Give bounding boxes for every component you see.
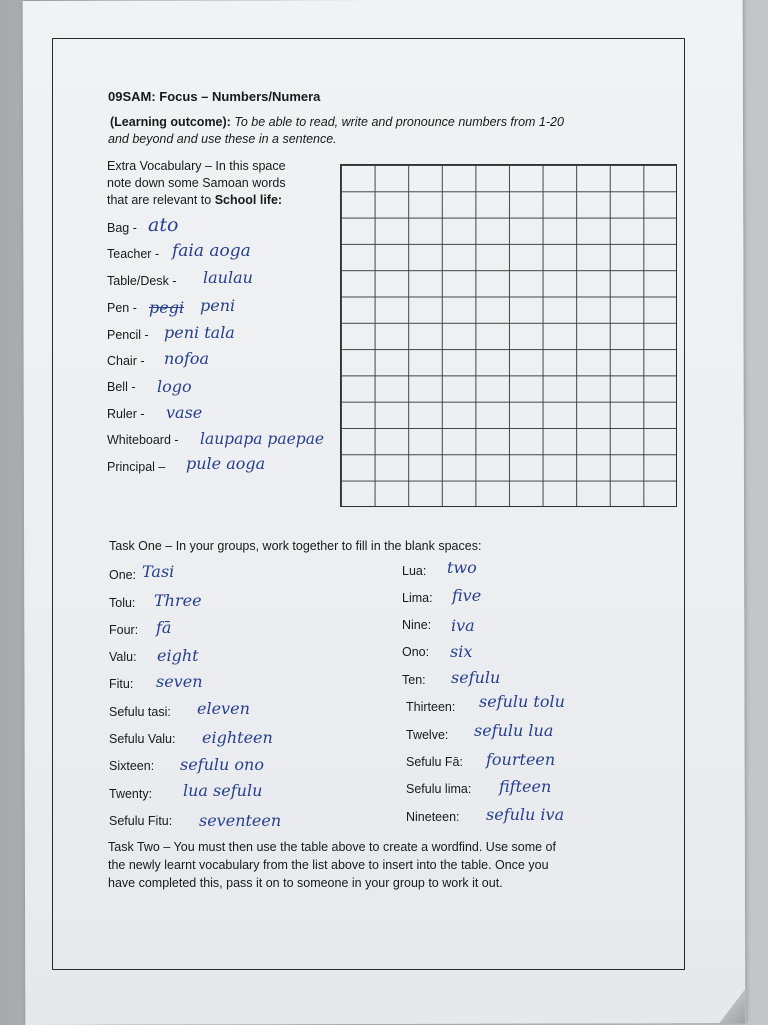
vocab-label-teacher: Teacher -	[107, 247, 160, 261]
vocab-label-table: Table/Desk -	[107, 274, 177, 288]
folded-corner	[719, 989, 745, 1023]
task1-left-answer-3: fā	[156, 618, 172, 637]
task1-right-answer-2: five	[452, 586, 482, 605]
task1-left-answer-8: sefulu ono	[180, 755, 264, 774]
task1-left-label-2: Tolu:	[109, 596, 136, 610]
vocab-answer-pencil: peni tala	[164, 323, 235, 342]
task1-right-answer-5: sefulu	[451, 668, 501, 687]
task1-left-answer-6: eleven	[197, 699, 250, 718]
vocab-answer-principal: pule aoga	[186, 454, 266, 473]
vocab-answer-teacher: faia aoga	[172, 241, 251, 261]
task1-left-label-7: Sefulu Valu:	[109, 732, 176, 746]
task-two-line2: the newly learnt vocabulary from the list above to insert into the table. Once you	[108, 858, 549, 872]
task1-right-answer-9: fifteen	[499, 777, 552, 796]
vocab-intro-2: note down some Samoan words	[107, 176, 286, 190]
task1-right-answer-3: iva	[451, 616, 475, 635]
outcome-text-2: and beyond and use these in a sentence.	[108, 132, 337, 146]
vocab-answer-table: laulau	[203, 268, 253, 287]
task1-right-answer-7: sefulu lua	[474, 721, 554, 740]
task1-right-answer-10: sefulu iva	[486, 805, 565, 824]
vocab-answer-ruler: vase	[166, 403, 203, 422]
vocab-label-pencil: Pencil -	[107, 328, 149, 342]
vocab-answer-chair: nofoa	[164, 349, 210, 368]
task1-right-label-4: Ono:	[402, 645, 430, 659]
task1-right-label-3: Nine:	[402, 618, 432, 632]
task1-right-label-2: Lima:	[402, 591, 433, 605]
worksheet-title: 09SAM: Focus – Numbers/Numera	[108, 89, 321, 104]
vocab-struck-pen: pegi	[149, 298, 185, 317]
task1-left-label-8: Sixteen:	[109, 759, 155, 773]
task1-right-answer-6: sefulu tolu	[479, 692, 565, 711]
task1-right-label-6: Thirteen:	[406, 700, 456, 714]
vocab-intro-3	[107, 192, 282, 209]
vocab-answer-bag: ato	[148, 214, 179, 236]
vocab-label-ruler: Ruler -	[107, 407, 145, 421]
vocab-intro-1: Extra Vocabulary – In this space	[107, 159, 286, 173]
outcome-text-1: To be able to read, write and pronounce numbers from 1-20	[234, 115, 564, 129]
task1-right-answer-1: two	[447, 558, 477, 577]
task1-right-label-7: Twelve:	[406, 728, 449, 742]
task1-right-label-5: Ten:	[402, 673, 426, 687]
task1-left-answer-7: eighteen	[202, 728, 273, 747]
task1-left-answer-4: eight	[157, 646, 199, 665]
task1-right-answer-8: fourteen	[486, 750, 556, 769]
vocab-answer-pen: peni	[200, 296, 236, 315]
task1-left-answer-5: seven	[156, 672, 203, 691]
task1-right-answer-4: six	[450, 642, 473, 661]
task1-left-answer-1: Tasi	[142, 562, 175, 581]
task1-left-label-10: Sefulu Fitu:	[109, 814, 173, 828]
vocab-label-chair: Chair -	[107, 354, 145, 368]
task1-left-answer-9: lua sefulu	[183, 781, 263, 800]
vocab-label-pen: Pen -	[107, 301, 137, 315]
task-one-heading: Task One – In your groups, work together to fill in the blank spaces:	[109, 539, 482, 553]
task-two-line1: Task Two – You must then use the table above to create a wordfind. Use some of	[108, 840, 556, 854]
task-two-line3: have completed this, pass it on to someone in your group to work it out.	[108, 876, 503, 890]
learning-outcome-line1	[110, 114, 564, 131]
task1-left-label-1: One:	[109, 568, 137, 582]
task1-left-label-6: Sefulu tasi:	[109, 705, 171, 719]
task1-left-answer-10: seventeen	[199, 811, 282, 830]
vocab-label-bell: Bell -	[107, 380, 136, 394]
vocab-answer-bell: logo	[157, 377, 192, 396]
task1-left-label-4: Valu:	[109, 650, 137, 664]
vocab-answer-whiteboard: laupapa paepae	[200, 430, 325, 448]
task1-left-label-3: Four:	[109, 623, 139, 637]
task1-right-label-1: Lua:	[402, 564, 427, 578]
wordfind-grid	[340, 164, 677, 507]
task1-left-label-9: Twenty:	[109, 787, 153, 801]
task1-right-label-9: Sefulu lima:	[406, 782, 472, 796]
vocab-label-whiteboard: Whiteboard -	[107, 433, 179, 447]
vocab-label-principal: Principal –	[107, 460, 166, 474]
task1-right-label-10: Nineteen:	[406, 810, 460, 824]
task1-right-label-8: Sefulu Fā:	[406, 755, 463, 769]
outcome-label: (Learning outcome):	[110, 115, 231, 129]
task1-left-label-5: Fitu:	[109, 677, 134, 691]
vocab-label-bag: Bag -	[107, 221, 137, 235]
vocab-intro-3-prefix: that are relevant to	[107, 193, 212, 207]
vocab-intro-3-bold: School life:	[214, 193, 283, 207]
task1-left-answer-2: Three	[154, 591, 202, 610]
